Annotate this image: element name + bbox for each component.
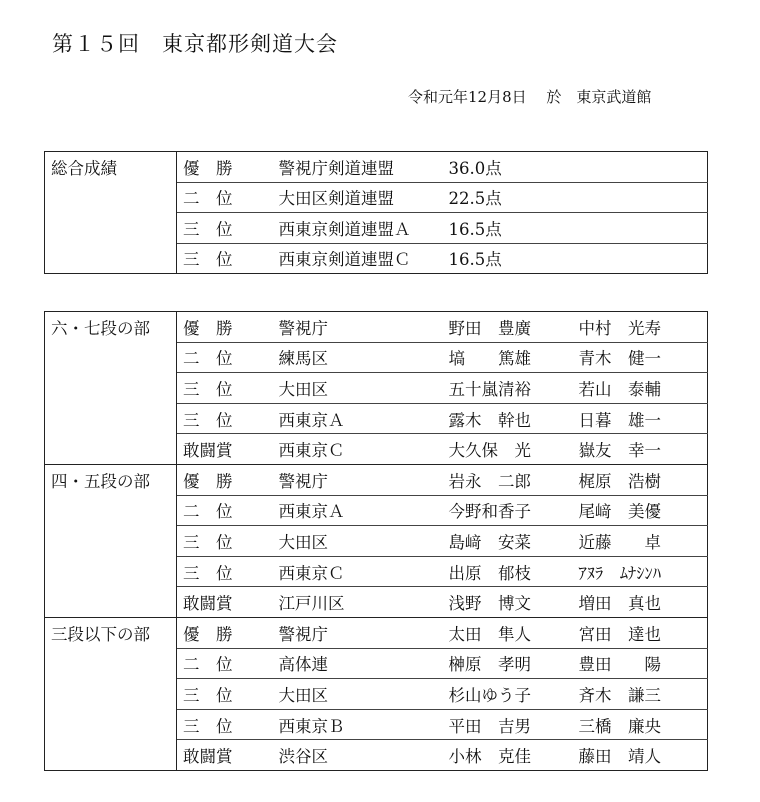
rank-cell: 二 位 xyxy=(177,342,273,373)
team-cell: 西東京Ｃ xyxy=(273,434,443,465)
player2-cell: 青木 健一 xyxy=(573,342,708,373)
player1-cell: 今野和香子 xyxy=(443,495,573,526)
player2-cell: 嶽友 幸一 xyxy=(573,434,708,465)
category-label: 総合成績 xyxy=(45,152,177,274)
team-cell: 警視庁 xyxy=(273,464,443,495)
player1-cell: 小林 克佳 xyxy=(443,740,573,771)
rank-cell: 三 位 xyxy=(177,373,273,404)
team-cell: 西東京Ａ xyxy=(273,403,443,434)
rank-cell: 三 位 xyxy=(177,679,273,710)
team-cell: 西東京Ｂ xyxy=(273,709,443,740)
rank-cell: 二 位 xyxy=(177,182,273,213)
player2-cell: 尾﨑 美優 xyxy=(573,495,708,526)
division-results-table xyxy=(44,311,708,771)
player2-cell: 日暮 雄一 xyxy=(573,403,708,434)
team-cell: 大田区 xyxy=(273,679,443,710)
rank-cell: 敢闘賞 xyxy=(177,587,273,618)
division-label: 六・七段の部 xyxy=(45,312,177,465)
rank-cell: 優 勝 xyxy=(177,617,273,648)
player1-cell: 杉山ゆう子 xyxy=(443,679,573,710)
player2-cell: 三橋 廉央 xyxy=(573,709,708,740)
table-row xyxy=(45,312,708,343)
team-cell: 西東京剣道連盟Ａ xyxy=(273,213,443,244)
rank-cell: 優 勝 xyxy=(177,464,273,495)
rank-cell: 三 位 xyxy=(177,709,273,740)
rank-cell: 三 位 xyxy=(177,556,273,587)
rank-cell: 敢闘賞 xyxy=(177,740,273,771)
player1-cell: 平田 吉男 xyxy=(443,709,573,740)
player1-cell: 塙 篤雄 xyxy=(443,342,573,373)
player2-cell: 近藤 卓 xyxy=(573,526,708,557)
rank-cell: 優 勝 xyxy=(183,158,233,178)
rank-cell: 二 位 xyxy=(177,648,273,679)
team-cell: 練馬区 xyxy=(273,342,443,373)
player1-cell: 野田 豊廣 xyxy=(448,318,531,338)
player2-cell: ｱﾇﾗ ﾑﾅｼﾝﾊ xyxy=(573,556,708,587)
team-cell: 大田区剣道連盟 xyxy=(273,182,443,213)
table-row xyxy=(45,617,708,648)
score-cell: 36.0点 xyxy=(448,158,502,178)
player1-cell: 大久保 光 xyxy=(443,434,573,465)
player2-cell: 梶原 浩樹 xyxy=(573,464,708,495)
player2-cell: 増田 真也 xyxy=(573,587,708,618)
division-label: 四・五段の部 xyxy=(45,464,177,617)
team-cell: 西東京Ｃ xyxy=(273,556,443,587)
player2-cell: 斉木 謙三 xyxy=(573,679,708,710)
team-cell: 西東京剣道連盟Ｃ xyxy=(273,243,443,274)
player2-cell: 宮田 達也 xyxy=(573,617,708,648)
player1-cell: 榊原 孝明 xyxy=(443,648,573,679)
table-row xyxy=(45,464,708,495)
score-cell: 16.5点 xyxy=(443,243,708,274)
team-cell: 西東京Ａ xyxy=(273,495,443,526)
player2-cell: 藤田 靖人 xyxy=(573,740,708,771)
score-cell: 22.5点 xyxy=(443,182,708,213)
overall-results-table xyxy=(44,151,708,274)
rank-cell: 三 位 xyxy=(177,403,273,434)
player1-cell: 五十嵐清裕 xyxy=(443,373,573,404)
rank-cell: 敢闘賞 xyxy=(177,434,273,465)
score-cell: 16.5点 xyxy=(443,213,708,244)
rank-cell: 優 勝 xyxy=(183,318,233,338)
player1-cell: 太田 隼人 xyxy=(443,617,573,648)
player1-cell: 岩永 二郎 xyxy=(443,464,573,495)
player1-cell: 出原 郁枝 xyxy=(443,556,573,587)
team-cell: 警視庁 xyxy=(278,318,328,338)
table-row xyxy=(45,152,708,183)
rank-cell: 三 位 xyxy=(177,243,273,274)
player2-cell: 豊田 陽 xyxy=(573,648,708,679)
player1-cell: 露木 幹也 xyxy=(443,403,573,434)
team-cell: 警視庁剣道連盟 xyxy=(278,158,394,178)
rank-cell: 三 位 xyxy=(177,213,273,244)
team-cell: 渋谷区 xyxy=(273,740,443,771)
player1-cell: 島﨑 安菜 xyxy=(443,526,573,557)
team-cell: 警視庁 xyxy=(273,617,443,648)
team-cell: 大田区 xyxy=(273,373,443,404)
team-cell: 大田区 xyxy=(273,526,443,557)
date-venue-line: 令和元年12月8日 於 東京武道館 xyxy=(408,88,652,106)
document-title: 第１５回 東京都形剣道大会 xyxy=(52,32,338,56)
rank-cell: 三 位 xyxy=(177,526,273,557)
team-cell: 江戸川区 xyxy=(273,587,443,618)
player1-cell: 浅野 博文 xyxy=(443,587,573,618)
division-label: 三段以下の部 xyxy=(45,617,177,770)
player2-cell: 中村 光寿 xyxy=(578,318,661,338)
rank-cell: 二 位 xyxy=(177,495,273,526)
team-cell: 高体連 xyxy=(273,648,443,679)
player2-cell: 若山 泰輔 xyxy=(573,373,708,404)
